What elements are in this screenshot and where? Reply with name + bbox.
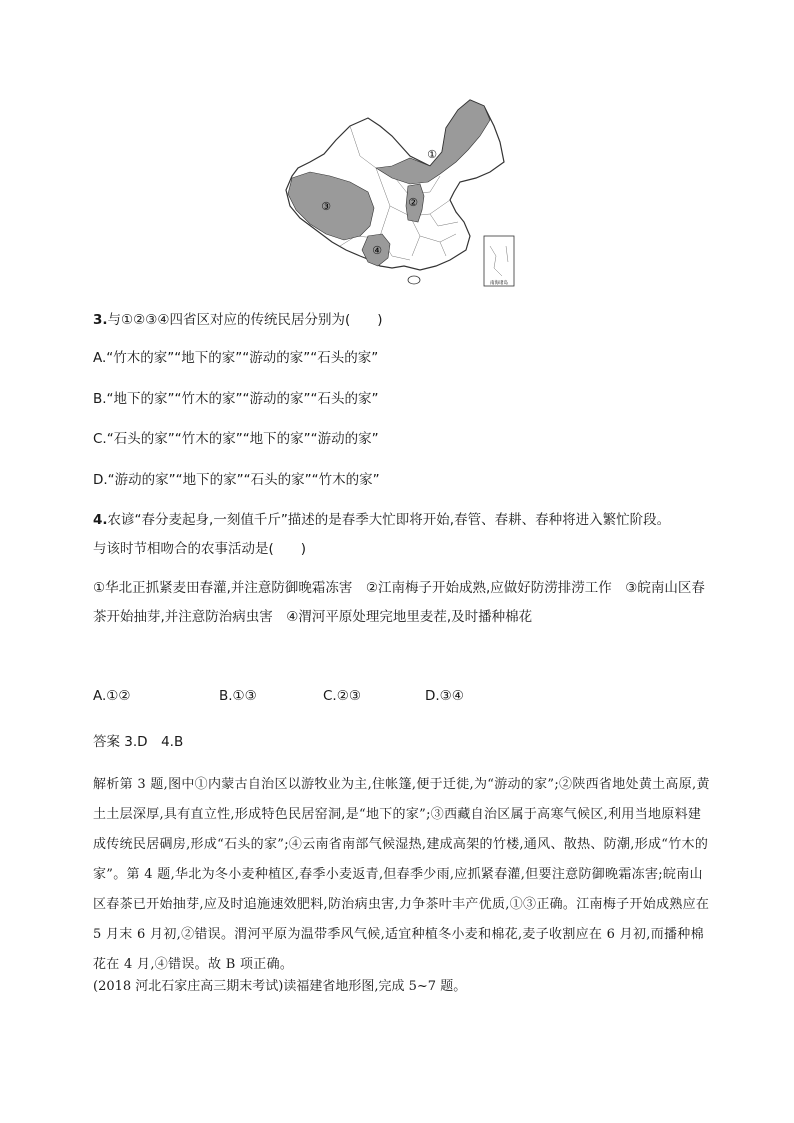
map-marker-3: ③ <box>321 200 331 213</box>
question-4-text: 农谚“春分麦起身,一刻值千斤”描述的是春季大忙即将开始,春管、春耕、春种将进入繁忙阶段。 <box>107 512 671 528</box>
question-3-option-b: B.“地下的家”“竹木的家”“游动的家”“石头的家” <box>93 391 379 407</box>
map-marker-1: ① <box>427 148 437 161</box>
question-3-option-a: A.“竹木的家”“地下的家”“游动的家”“石头的家” <box>93 350 379 366</box>
question-4-stem-line-2: 与该时节相吻合的农事活动是( ) <box>93 541 307 557</box>
question-3-option-d: D.“游动的家”“地下的家”“石头的家”“竹木的家” <box>93 472 380 488</box>
map-marker-2: ② <box>408 196 418 209</box>
question-4-choice-a: A.①② <box>93 688 131 704</box>
question-4-statements: ①华北正抓紧麦田春灌,并注意防御晚霜冻害 ②江南梅子开始成熟,应做好防涝排涝工作 ③皖南山区春茶开始抽芽,并注意防治病虫害 ④渭河平原处理完地里麦茬,及时播种棉花 <box>93 580 705 625</box>
question-3-text: 与①②③④四省区对应的传统民居分别为( ) <box>107 312 383 328</box>
china-map <box>280 96 520 292</box>
next-question-source: (2018 河北石家庄高三期末考试)读福建省地形图,完成 5~7 题。 <box>93 979 467 994</box>
question-3-number: 3. <box>93 312 108 328</box>
south-china-sea-inset <box>484 236 514 286</box>
question-3-option-c: C.“石头的家”“竹木的家”“地下的家”“游动的家” <box>93 431 379 447</box>
question-3-stem <box>93 310 382 330</box>
question-4-number: 4. <box>93 512 108 528</box>
inset-label: 南海诸岛 <box>490 281 508 286</box>
question-4-choice-b: B.①③ <box>219 688 257 704</box>
question-4-choice-d: D.③④ <box>425 688 464 704</box>
question-4-choice-c: C.②③ <box>323 688 361 704</box>
map-marker-4: ④ <box>372 244 382 257</box>
question-4-stem-line-1 <box>93 510 670 530</box>
answer-line: 答案 3.D 4.B <box>93 734 184 750</box>
analysis-paragraph: 解析第 3 题,图中①内蒙古自治区以游牧业为主,住帐篷,便于迁徙,为“游动的家”;②陕西省地处黄土高原,黄土土层深厚,具有直立性,形成特色民居窑洞,是“地下的家”;③西藏自治区属于高寒气候区,利用当地原料建成传统民居碉房,形成“石头的家”;④云南省南部气候湿热,建成高架的竹楼,通风、散热、防潮,形成“竹木的家”。第 4 题,华北为冬小麦种植区,春季小麦返青,但春季少雨,应抓紧春灌,但要注意防御晚霜冻害;皖南山区春茶已开始抽芽,应及时追施速效肥料,防治病虫害,力争茶叶丰产优质,①③正确。江南梅子开始成熟应在 5 月末 6 月初,②错误。渭河平原为温带季风气候,适宜种植冬小麦和棉花,麦子收割应在 6 月初,而播种棉花在 4 月,④错误。故 B 项正确。 <box>93 777 710 972</box>
